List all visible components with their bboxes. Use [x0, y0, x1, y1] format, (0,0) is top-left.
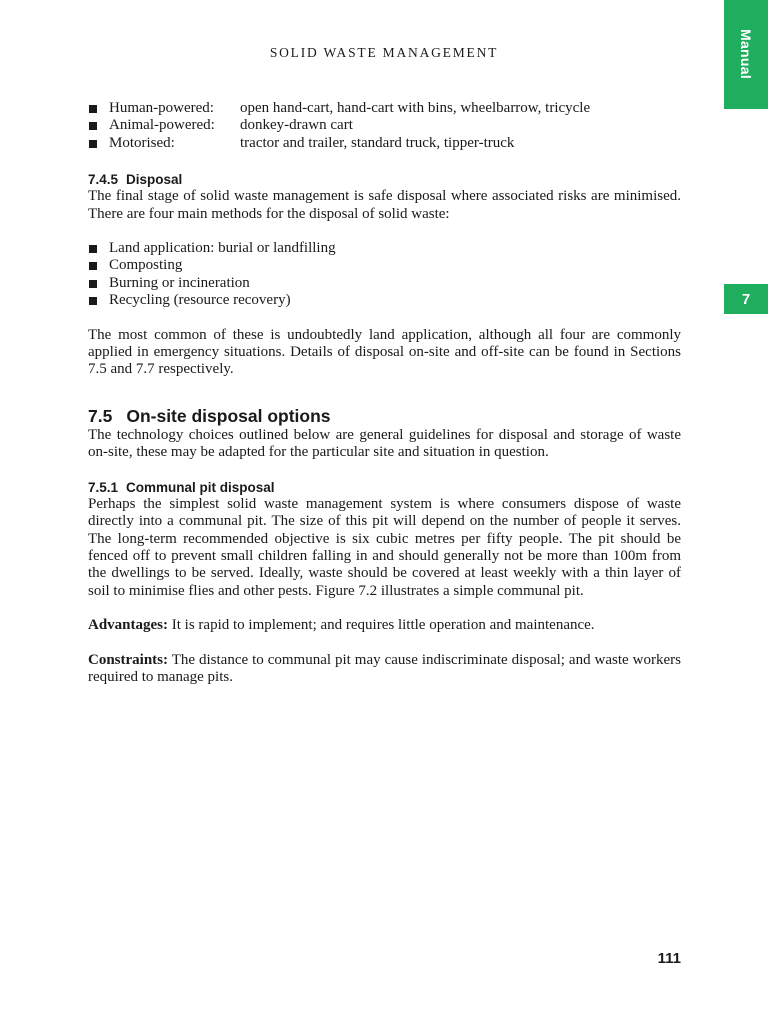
page-content — [88, 100, 681, 686]
disposal-closing-paragraph: The most common of these is undoubtedly land application, although all four are commonly applied in emergency situations. Details of disposal on-site and off-site can be found in Sections 7.5 and 7.7 respectively. — [88, 326, 681, 378]
constraints-label: Constraints: — [88, 651, 169, 668]
section-title: Disposal — [126, 172, 183, 188]
onsite-intro-paragraph: The technology choices outlined below are general guidelines for disposal and storage of waste on-site, these may be adapted for the particular site and situation in question. — [88, 426, 681, 461]
transport-options: tractor and trailer, standard truck, tipper-truck — [240, 134, 515, 151]
section-number: 7.4.5 — [88, 172, 119, 188]
list-item: Burning or incineration — [88, 275, 681, 292]
section-7-5-1-heading — [88, 479, 681, 496]
list-item — [88, 135, 681, 152]
transport-type: Motorised: — [109, 134, 175, 151]
advantages-text: It is rapid to implement; and requires little operation and maintenance. — [168, 617, 595, 634]
page-number: 111 — [657, 950, 681, 967]
constraints-text: The distance to communal pit may cause indiscriminate disposal; and waste workers required to manage pits. — [88, 651, 681, 685]
constraints-paragraph — [88, 652, 681, 687]
running-header: SOLID WASTE MANAGEMENT — [269, 45, 499, 60]
transport-type: Human-powered: — [109, 100, 214, 116]
section-7-4-5-heading — [88, 171, 681, 188]
section-7-5-heading — [88, 405, 681, 427]
transport-options: open hand-cart, hand-cart with bins, wheelbarrow, tricycle — [240, 100, 591, 116]
transport-options: donkey-drawn cart — [240, 117, 353, 134]
list-item: Recycling (resource recovery) — [88, 292, 681, 309]
communal-pit-paragraph: Perhaps the simplest solid waste management system is where consumers dispose of waste directly into a communal pit. The size of this pit will depend on the number of people it serves. The long-term recommended objective is six cubic metres per fifty people. The pit should be fenced off to prevent small children falling in and should generally not be more than 100m from the dwellings to be served. Ideally, waste should be covered at least weekly with a thin layer of soil to minimise flies and other pests. Figure 7.2 illustrates a simple communal pit. — [88, 495, 681, 599]
section-title: On-site disposal options — [126, 405, 331, 426]
disposal-intro-paragraph: The final stage of solid waste management is safe disposal where associated risks are minimised. There are four main methods for the disposal of solid waste: — [88, 188, 681, 222]
advantages-label: Advantages: — [88, 617, 169, 634]
transport-type: Animal-powered: — [109, 117, 215, 134]
section-number: 7.5.1 — [88, 479, 119, 495]
advantages-paragraph — [88, 617, 681, 634]
chapter-tab-label: 7 — [741, 290, 751, 308]
transport-list — [88, 100, 681, 152]
list-item: Composting — [88, 257, 681, 274]
manual-tab-label: Manual — [738, 29, 754, 80]
disposal-methods-list — [88, 240, 681, 310]
section-title: Communal pit disposal — [126, 479, 275, 495]
list-item: Land application: burial or landfilling — [88, 240, 681, 257]
list-item — [88, 117, 681, 134]
chapter-tab — [724, 284, 768, 314]
section-number: 7.5 — [88, 405, 113, 426]
list-item — [88, 100, 681, 117]
